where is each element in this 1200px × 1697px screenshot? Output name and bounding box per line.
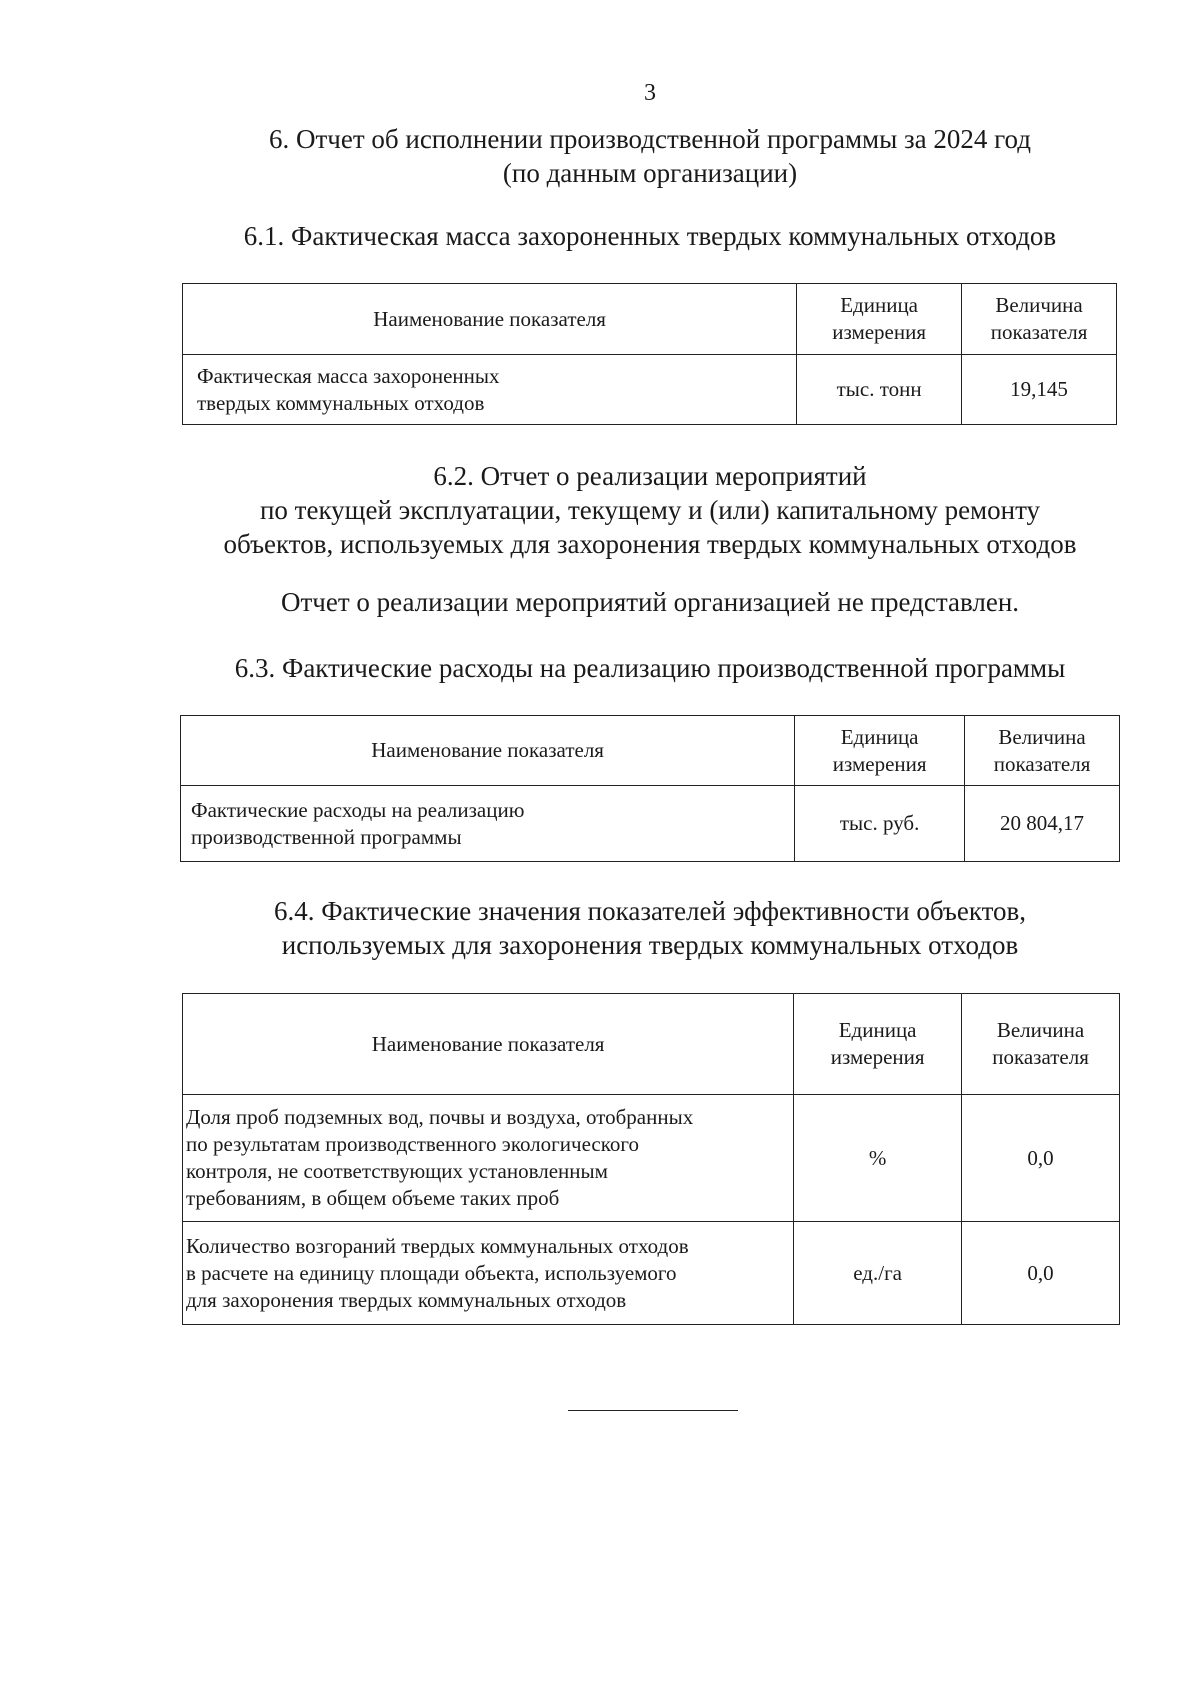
- header-unit: [795, 716, 965, 786]
- header-value-line1: Величина: [998, 724, 1086, 749]
- header-unit: [794, 994, 962, 1095]
- section-6-4-title-line1: 6.4. Фактические значения показателей эффективности объектов,: [273, 896, 1027, 926]
- table-row: [183, 1095, 1120, 1222]
- header-value-line1: Величина: [996, 1018, 1085, 1042]
- section-6-title-line1: 6. Отчет об исполнении производственной программы за 2024 год: [268, 124, 1032, 154]
- table-header-row: [181, 716, 1120, 786]
- row-name-line2: производственной программы: [191, 824, 462, 849]
- row-value: 19,145: [962, 355, 1117, 425]
- row-value: 0,0: [962, 1222, 1120, 1325]
- row-value: 20 804,17: [965, 786, 1120, 862]
- header-name: Наименование показателя: [181, 716, 795, 786]
- header-unit: [797, 284, 962, 355]
- row-name-line1: Фактическая масса захороненных: [197, 363, 500, 388]
- section-6-2-note: Отчет о реализации мероприятий организацией не представлен.: [280, 587, 1020, 617]
- table-row: [183, 355, 1117, 425]
- row-name-line1: Количество возгораний твердых коммунальных отходов: [186, 1233, 689, 1258]
- efficiency-table: [182, 993, 1120, 1325]
- header-unit-line1: Единица: [840, 724, 919, 749]
- row-name: [183, 355, 797, 425]
- header-value-line1: Величина: [995, 293, 1083, 317]
- header-unit-line2: измерения: [830, 1045, 925, 1069]
- header-name: Наименование показателя: [183, 284, 797, 355]
- header-value: [962, 284, 1117, 355]
- section-6-2-title-line1: 6.2. Отчет о реализации мероприятий: [433, 461, 867, 491]
- section-6-1-title-text: 6.1. Фактическая масса захороненных твердых коммунальных отходов: [243, 221, 1057, 251]
- section-6-title: [0, 122, 1200, 190]
- row-name-line1: Фактические расходы на реализацию: [191, 797, 525, 822]
- section-6-2-title: [0, 459, 1200, 561]
- table-header-row: [183, 994, 1120, 1095]
- row-unit: тыс. руб.: [795, 786, 965, 862]
- header-value: [962, 994, 1120, 1095]
- closing-rule: [568, 1410, 738, 1411]
- header-value-line2: показателя: [992, 1045, 1089, 1069]
- row-name: [181, 786, 795, 862]
- section-6-title-line2: (по данным организации): [502, 158, 798, 188]
- row-value: 0,0: [962, 1095, 1120, 1222]
- section-6-4-title-line2: используемых для захоронения твердых коммунальных отходов: [281, 930, 1019, 960]
- header-name: Наименование показателя: [183, 994, 794, 1095]
- header-value-line2: показателя: [990, 320, 1088, 344]
- row-name: [183, 1222, 794, 1325]
- header-unit-line2: измерения: [832, 320, 927, 344]
- row-name-line3: для захоронения твердых коммунальных отходов: [186, 1287, 627, 1312]
- row-name-line2: твердых коммунальных отходов: [197, 390, 485, 415]
- section-6-3-title: [0, 651, 1200, 685]
- header-unit-line1: Единица: [840, 293, 919, 317]
- header-unit-line2: измерения: [832, 751, 927, 776]
- header-unit-line1: Единица: [838, 1018, 917, 1042]
- table-row: [183, 1222, 1120, 1325]
- section-6-3-title-text: 6.3. Фактические расходы на реализацию производственной программы: [234, 653, 1066, 683]
- page-number: 3: [644, 80, 656, 106]
- header-value: [965, 716, 1120, 786]
- mass-table: [182, 283, 1117, 425]
- section-6-4-title: [0, 894, 1200, 962]
- row-name-line4: требованиям, в общем объеме таких проб: [186, 1186, 560, 1210]
- table-header-row: [183, 284, 1117, 355]
- row-unit: %: [794, 1095, 962, 1222]
- section-6-2-title-line3: объектов, используемых для захоронения твердых коммунальных отходов: [223, 529, 1077, 559]
- row-name-line2: по результатам производственного экологического: [186, 1132, 639, 1156]
- row-unit: тыс. тонн: [797, 355, 962, 425]
- table-row: [181, 786, 1120, 862]
- section-6-1-title: [0, 219, 1200, 253]
- row-name-line1: Доля проб подземных вод, почвы и воздуха, отобранных: [186, 1105, 694, 1129]
- row-unit: ед./га: [794, 1222, 962, 1325]
- row-name-line2: в расчете на единицу площади объекта, используемого: [186, 1260, 677, 1285]
- header-value-line2: показателя: [993, 751, 1091, 776]
- expenses-table: [180, 715, 1120, 862]
- section-6-2-title-line2: по текущей эксплуатации, текущему и (или) капитальному ремонту: [259, 495, 1041, 525]
- row-name: [183, 1095, 794, 1222]
- row-name-line3: контроля, не соответствующих установленным: [186, 1159, 608, 1183]
